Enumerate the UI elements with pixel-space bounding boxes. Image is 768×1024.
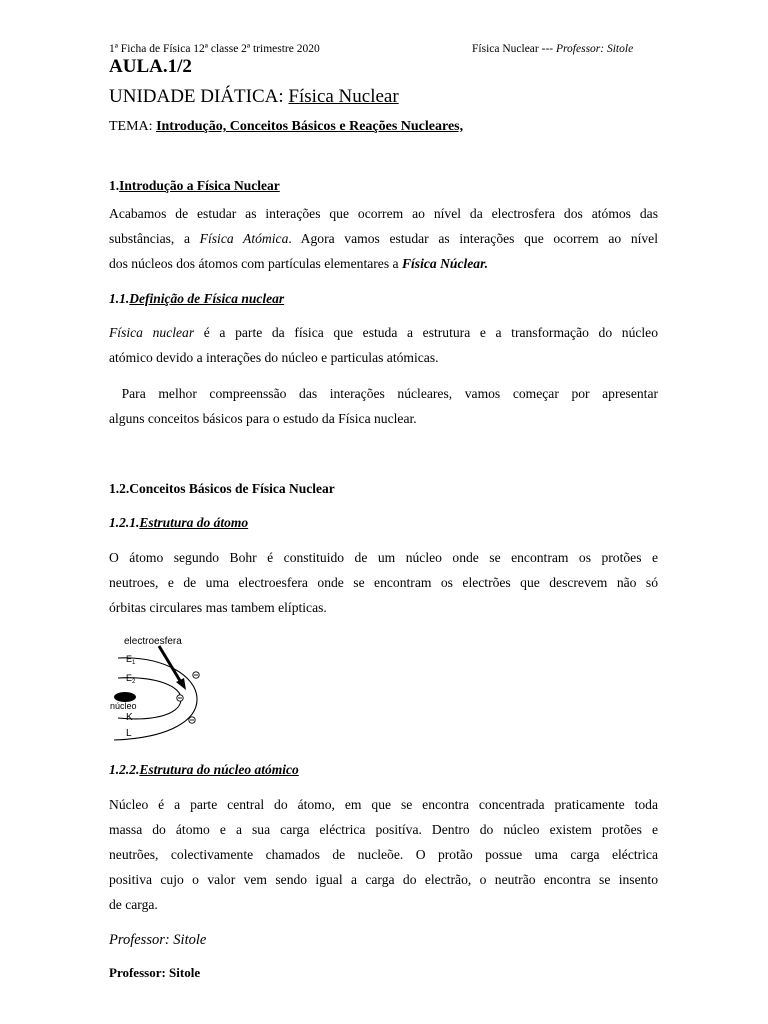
section-1-1-paragraph-2 (109, 381, 658, 431)
emphasis-fisica-nuclear: Física nuclear (109, 325, 195, 340)
section-1-2-2-line-4: positiva cujo o valor vem sendo igual a carga do electrão, o neutrão encontra se insento (109, 872, 658, 887)
section-1-2-2-line-2: massa do átomo e a sua carga eléctrica positíva. Dentro do núcleo existem protões e (109, 822, 658, 837)
text-run: dos núcleos dos átomos com partículas elementares a (109, 256, 402, 271)
signature-italic: Professor: Sitole (109, 932, 207, 948)
label-e2-subscript: 2 (132, 679, 136, 685)
section-1-2-2-paragraph (109, 792, 658, 917)
unidade-value: Física Nuclear (288, 86, 399, 107)
label-e2-letter: E (126, 673, 133, 683)
section-1-line-2 (109, 226, 658, 251)
atom-diagram (104, 632, 224, 744)
section-1-1-heading (109, 291, 284, 307)
tema-line (109, 119, 463, 135)
section-1-2-1-heading (109, 515, 248, 531)
header-right (472, 43, 633, 55)
section-1-2-1-number: 1.2.1. (109, 515, 140, 530)
section-1-2-2-title: Estrutura do núcleo atómico (139, 762, 299, 777)
unidade-label: UNIDADE DIÁTICA: (109, 86, 284, 107)
label-e1 (126, 654, 136, 666)
text-run: substâncias, a (109, 231, 200, 246)
label-e1-letter: E (126, 654, 133, 664)
label-e2 (126, 673, 136, 685)
section-1-title: Introdução a Física Nuclear (119, 178, 280, 193)
label-k: K (126, 712, 133, 723)
label-l: L (126, 728, 132, 739)
label-e1-subscript: 1 (132, 660, 136, 666)
text-run: . Agora vamos estudar as interações que ocorrem ao nível (288, 231, 658, 246)
section-1-2-1-title: Estrutura do átomo (139, 515, 249, 530)
section-1-2-heading: 1.2.Conceitos Básicos de Física Nuclear (109, 481, 335, 496)
electroesfera-arrow-line (159, 646, 182, 684)
unidade-title (109, 86, 399, 108)
emphasis-fisica-nuclear: Física Núclear. (401, 256, 489, 271)
text-run: é a parte da física que estuda a estrutura e a transformação do núcleo (194, 325, 659, 340)
section-1-2-2-line-3: neutrões, colectivamente chamados de nucleõe. O protão possue uma carga eléctrica (109, 847, 658, 862)
section-1-number: 1. (109, 178, 120, 193)
label-electroesfera: electroesfera (124, 636, 182, 647)
section-1-1-number: 1.1. (109, 291, 130, 306)
tema-separator: : (148, 119, 153, 134)
emphasis-fisica-atomica: Física Atómica (199, 231, 289, 246)
header-left: 1ª Ficha de Física 12ª classe 2ª trimestre 2020 (109, 43, 320, 55)
section-1-2-2-line-1: Núcleo é a parte central do átomo, em que se encontra concentrada praticamente toda (109, 797, 658, 812)
section-1-paragraph (109, 201, 658, 276)
section-1-1-p2-line-2: alguns conceitos básicos para o estudo da Física nuclear. (109, 411, 417, 426)
section-1-1-line-2: atómico devido a interações do núcleo e particulas atómicas. (109, 350, 439, 365)
section-1-2-1-line-2: neutroes, e de uma electroesfera onde se encontram os electrões que descrevem não só (109, 575, 658, 590)
section-1-1-line-1 (109, 320, 658, 345)
signature-bold: Professor: Sitole (109, 965, 201, 980)
section-1-2-2-heading (109, 762, 299, 778)
section-1-2-1-line-1: O átomo segundo Bohr é constituido de um núcleo onde se encontram os protões e (109, 550, 658, 565)
section-1-1-title: Definição de Física nuclear (129, 291, 285, 306)
section-1-1-p2-line-1: Para melhor compreenssão das interações núcleares, vamos começar por apresentar (109, 386, 658, 401)
section-1-line-1: Acabamos de estudar as interações que ocorrem ao nível da electrosfera dos atómos das (109, 206, 658, 221)
tema-label: TEMA (109, 119, 149, 134)
header-right-plain: Física Nuclear --- (472, 43, 554, 55)
header-right-author: Professor: Sitole (555, 43, 634, 55)
section-1-heading (109, 178, 280, 194)
section-1-2-1-paragraph (109, 545, 658, 620)
section-1-line-3 (109, 251, 658, 276)
electroesfera-arrow-head (176, 678, 186, 690)
section-1-2-1-line-3: órbitas circulares mas tambem elípticas. (109, 600, 327, 615)
section-1-1-paragraph-1 (109, 320, 658, 370)
label-nucleo: núcleo (110, 701, 137, 711)
tema-value: Introdução, Conceitos Básicos e Reações Nucleares, (156, 119, 464, 134)
aula-title: AULA.1/2 (109, 56, 192, 77)
section-1-2-2-line-5: de carga. (109, 897, 158, 912)
section-1-2-2-number: 1.2.2. (109, 762, 140, 777)
